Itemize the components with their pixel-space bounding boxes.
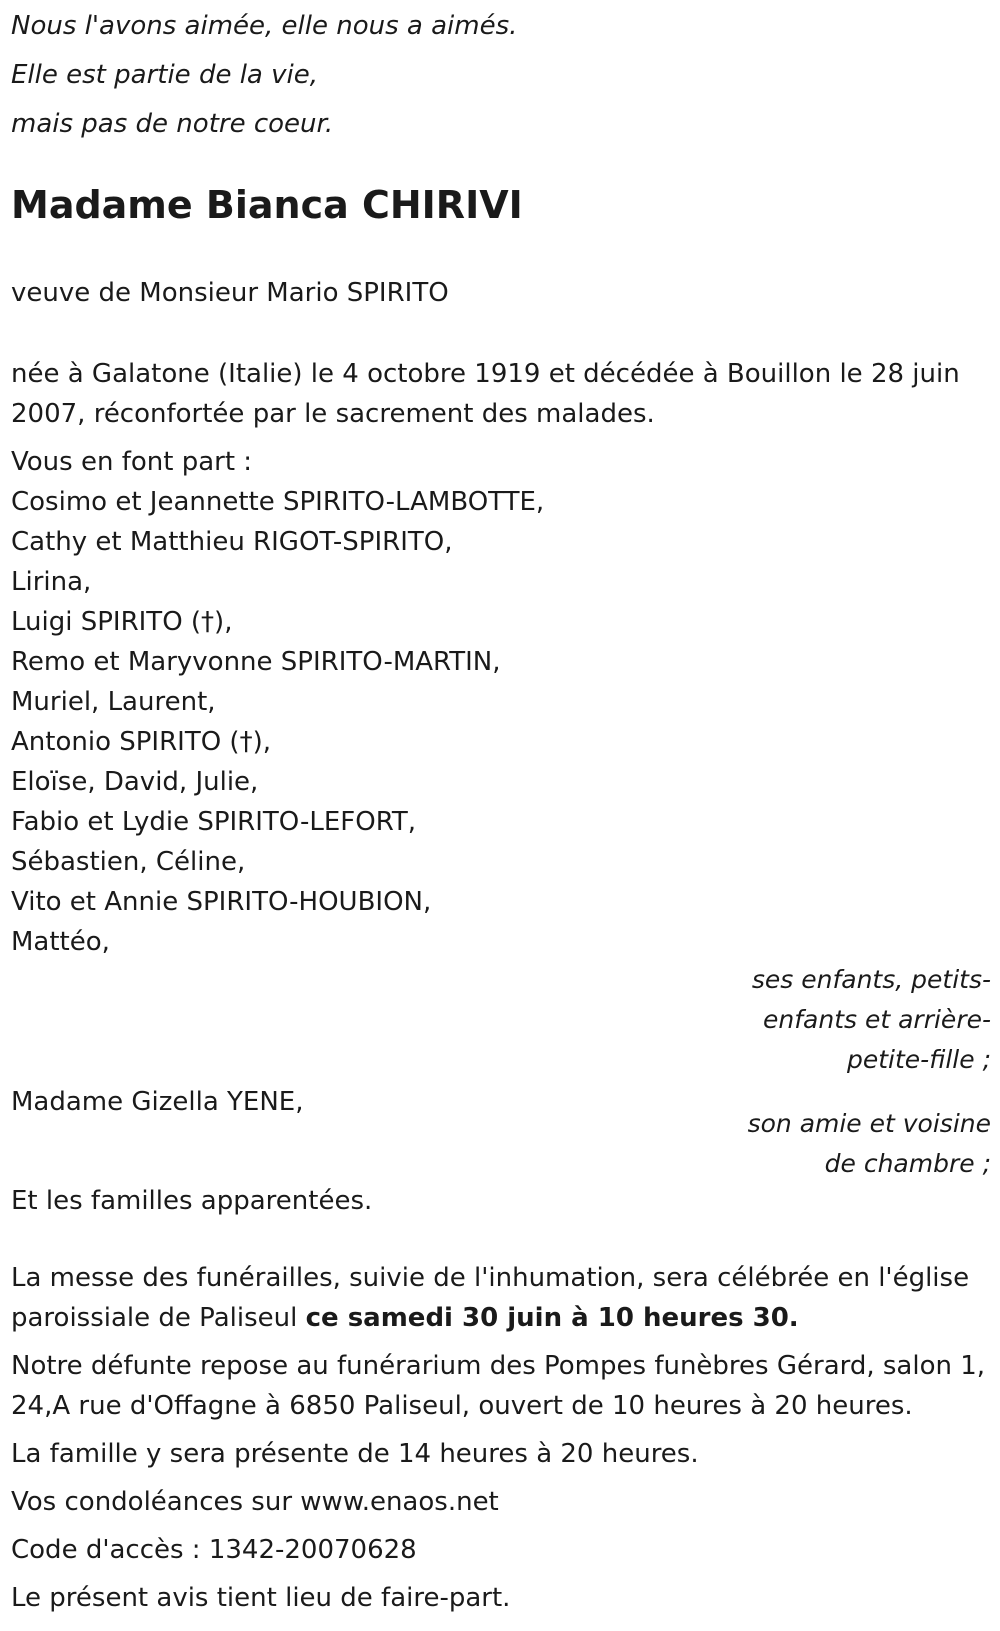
poem-line: Elle est partie de la vie, bbox=[11, 60, 318, 90]
family-member: Lirina, bbox=[11, 567, 92, 597]
family-role bbox=[711, 960, 991, 1080]
family-presence: La famille y sera présente de 14 heures à 20 heures. bbox=[11, 1439, 699, 1469]
poem bbox=[11, 2, 991, 149]
family-member: Fabio et Lydie SPIRITO-LEFORT, bbox=[11, 807, 417, 837]
condolences: Vos condoléances sur www.enaos.net bbox=[11, 1487, 499, 1517]
friend-role-line: son amie et voisine bbox=[747, 1109, 991, 1138]
friend-role-line: de chambre ; bbox=[824, 1149, 991, 1178]
mass-details bbox=[11, 1258, 986, 1338]
poem-line: mais pas de notre coeur. bbox=[11, 109, 334, 139]
family-member: Luigi SPIRITO (†), bbox=[11, 607, 233, 637]
relatives: Et les familles apparentées. bbox=[11, 1186, 373, 1216]
family-member: Cosimo et Jeannette SPIRITO-LAMBOTTE, bbox=[11, 487, 545, 517]
closing-note: Le présent avis tient lieu de faire-part. bbox=[11, 1583, 511, 1613]
family-role-block bbox=[11, 962, 991, 1082]
widow-of: veuve de Monsieur Mario SPIRITO bbox=[11, 278, 449, 308]
family-member: Remo et Maryvonne SPIRITO-MARTIN, bbox=[11, 647, 501, 677]
poem-line: Nous l'avons aimée, elle nous a aimés. bbox=[11, 11, 518, 41]
family-member: Muriel, Laurent, bbox=[11, 687, 216, 717]
deceased-name: Madame Bianca CHIRIVI bbox=[11, 183, 523, 227]
family-member: Sébastien, Céline, bbox=[11, 847, 246, 877]
friend-block bbox=[11, 1082, 991, 1180]
family-role-line: ses enfants, petits- bbox=[751, 965, 991, 994]
announcement-intro: Vous en font part : bbox=[11, 447, 253, 477]
mass-text: La messe des funérailles, suivie de l'inhumation, sera célébrée en l'église paroissiale de Paliseul bbox=[11, 1263, 970, 1333]
family-role-line: petite-fille ; bbox=[847, 1045, 991, 1074]
family-list bbox=[11, 482, 991, 962]
family-member: Antonio SPIRITO (†), bbox=[11, 727, 271, 757]
family-role-line: enfants et arrière- bbox=[763, 1005, 991, 1034]
obituary-notice bbox=[11, 0, 991, 1618]
mass-date: ce samedi 30 juin à 10 heures 30. bbox=[305, 1303, 799, 1333]
family-member: Mattéo, bbox=[11, 927, 110, 957]
access-code: Code d'accès : 1342-20070628 bbox=[11, 1535, 417, 1565]
birth-death-details: née à Galatone (Italie) le 4 octobre 1919 et décédée à Bouillon le 28 juin 2007, réconfortée par le sacrement des malades. bbox=[11, 359, 960, 429]
friend-name: Madame Gizella YENE, bbox=[11, 1087, 304, 1117]
family-member: Cathy et Matthieu RIGOT-SPIRITO, bbox=[11, 527, 453, 557]
friend-role bbox=[711, 1104, 991, 1184]
funerarium-details: Notre défunte repose au funérarium des Pompes funèbres Gérard, salon 1, 24,A rue d'Offagne à 6850 Paliseul, ouvert de 10 heures à 20 heures. bbox=[11, 1351, 986, 1421]
family-member: Eloïse, David, Julie, bbox=[11, 767, 259, 797]
family-member: Vito et Annie SPIRITO-HOUBION, bbox=[11, 887, 432, 917]
